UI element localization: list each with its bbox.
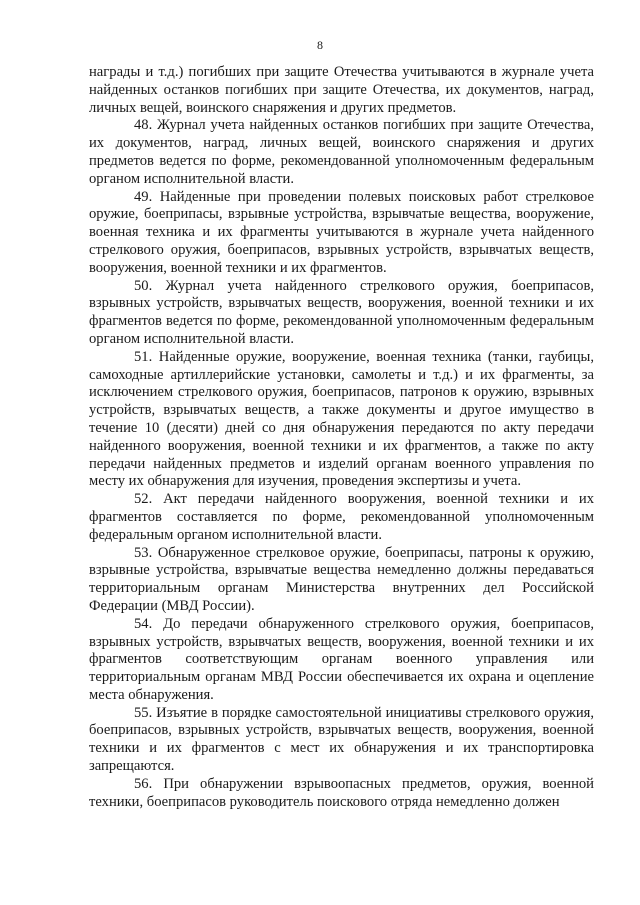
paragraph-56: 56. При обнаружении взрывоопасных предметов, оружия, военной техники, боеприпасов руководитель поискового отряда немедленно должен — [89, 775, 594, 810]
paragraph-51: 51. Найденные оружие, вооружение, военная техника (танки, гаубицы, самоходные артиллерийские установки, самолеты и т.д.) и их фрагменты, за исключением стрелкового оружия, боеприпасов, патронов к оружию, взрывных устройств, взрывчатых веществ, а также документы и другое имущество в течение 10 (десяти) дней со дня обнаружения передаются по акту передачи найденного вооружения, военной техники и их фрагментов, а также по акту передачи найденных предметов и изделий органам военного управления по месту их обнаружения для изучения, проведения экспертизы и учета. — [89, 348, 594, 490]
page-number: 8 — [317, 38, 323, 52]
paragraph-continuation: награды и т.д.) погибших при защите Отечества учитываются в журнале учета найденных останков погибших при защите Отечества, их документов, наград, личных вещей, воинского снаряжения и других предметов. — [89, 64, 594, 116]
paragraph-55: 55. Изъятие в порядке самостоятельной инициативы стрелкового оружия, боеприпасов, взрывных устройств, взрывчатых веществ, вооружения, военной техники и их фрагментов с мест их обнаружения и их транспортировка запрещаются. — [89, 704, 594, 775]
paragraph-48: 48. Журнал учета найденных останков погибших при защите Отечества, их документов, наград, личных вещей, воинского снаряжения и других предметов ведется по форме, рекомендованной уполномоченным федеральным органом исполнительной власти. — [89, 117, 594, 187]
paragraph-50: 50. Журнал учета найденного стрелкового оружия, боеприпасов, взрывных устройств, взрывчатых веществ, вооружения, военной техники и их фрагментов ведется по форме, рекомендованной уполномоченным федеральным органом исполнительной власти. — [89, 277, 594, 347]
paragraph-53: 53. Обнаруженное стрелковое оружие, боеприпасы, патроны к оружию, взрывные устройства, взрывчатые вещества немедленно должны передаваться территориальным органам Министерства внутренних дел Российской Федерации (МВД России). — [89, 544, 594, 614]
paragraph-54: 54. До передачи обнаруженного стрелкового оружия, боеприпасов, взрывных устройств, взрывчатых веществ, вооружения, военной техники и их фрагментов соответствующим органам военного управления или территориальным органам МВД России обеспечивается их охрана и оцепление места обнаружения. — [89, 615, 594, 703]
document-body — [89, 64, 594, 811]
paragraph-49: 49. Найденные при проведении полевых поисковых работ стрелковое оружие, боеприпасы, взрывные устройства, взрывчатые вещества, вооружение, военная техника и их фрагменты учитываются в журнале учета найденного стрелкового оружия, боеприпасов, взрывных устройств, взрывчатых веществ, вооружения, военной техники и их фрагментов. — [89, 188, 594, 276]
paragraph-52: 52. Акт передачи найденного вооружения, военной техники и их фрагментов составляется по форме, рекомендованной уполномоченным федеральным органом исполнительной власти. — [89, 491, 594, 543]
